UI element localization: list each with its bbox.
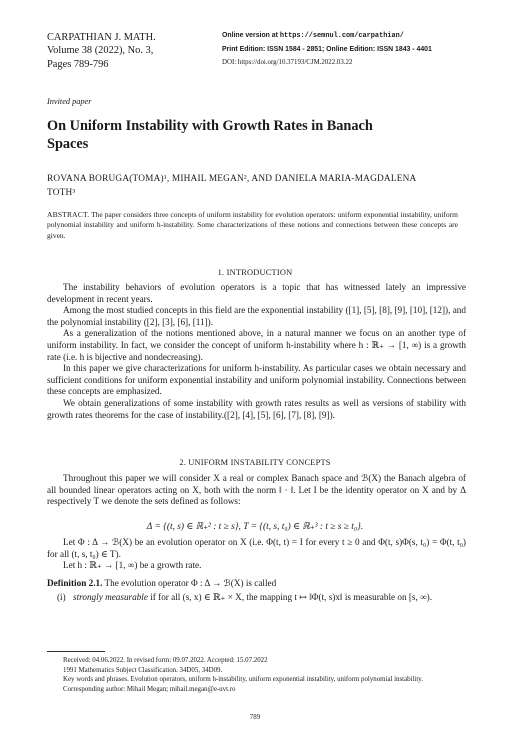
evolution-operator-paragraph: Let Φ : Δ → ℬ(X) be an evolution operator on X (i.e. Φ(t, t) = I for every t ≥ 0 and Φ(t, s)Φ(s, t₀) = Φ(t, t₀) for all (t, s, t₀) ∈ T). bbox=[47, 537, 466, 559]
abstract-label: ABSTRACT. bbox=[47, 210, 90, 219]
growth-rate-paragraph: Let h : ℝ₊ → [1, ∞) be a growth rate. bbox=[63, 560, 202, 571]
definition-head bbox=[47, 578, 466, 590]
paper-title-line-1: On Uniform Instability with Growth Rates in Banach bbox=[47, 118, 373, 134]
intro-paragraph: The instability behaviors of evolution operators is a topic that has witnessed lately an impressive development in recent years. bbox=[47, 282, 466, 304]
footnote-rule bbox=[47, 651, 105, 652]
concepts-body bbox=[47, 473, 466, 508]
online-url[interactable]: https://semnul.com/carpathian/ bbox=[279, 32, 404, 40]
abstract bbox=[47, 210, 458, 241]
definition-item-i bbox=[47, 592, 466, 604]
section-heading-concepts: 2. UNIFORM INSTABILITY CONCEPTS bbox=[179, 458, 331, 467]
invited-label: Invited paper bbox=[47, 97, 92, 106]
footnote-received: Received: 04.06.2022. In revised form: 09.07.2022. Accepted: 15.07.2022 bbox=[63, 657, 268, 664]
journal-pages: Pages 789-796 bbox=[47, 59, 109, 70]
journal-name: CARPATHIAN J. MATH. bbox=[47, 32, 156, 43]
definition-item-number: (i) bbox=[57, 591, 66, 602]
definition-item-text: if for all (s, x) ∈ ℝ₊ × X, the mapping t ↦ ‖Φ(t, s)x‖ is measurable on [s, ∞). bbox=[147, 591, 433, 602]
after-equation-body bbox=[47, 537, 466, 572]
authors-line-2: TOTH³ bbox=[47, 188, 76, 198]
definition-2-1 bbox=[47, 578, 466, 603]
definition-label: Definition 2.1. bbox=[47, 578, 103, 588]
intro-paragraph: We obtain generalizations of some instability with growth rates results as well as versions of stability with growth rates theorems for the case of instability.([2], [4], [5], [6], [7], [8], [9]). bbox=[47, 397, 466, 420]
intro-paragraph: In this paper we give characterizations for uniform h-instability. As particular cases we obtain necessary and sufficient conditions for uniform exponential instability and uniform polynomial instability. Connections between these concepts are emphasized. bbox=[47, 363, 466, 397]
definition-item-term: strongly measurable bbox=[73, 591, 148, 602]
authors-line-1: ROVANA BORUGA(TOMA)¹, MIHAIL MEGAN², AND DANIELA MARIA-MAGDALENA bbox=[47, 174, 417, 184]
abstract-text: The paper considers three concepts of uniform instability for evolution operators: uniform exponential instability, uniform polynomial instability and uniform h-instability. Some characterizations of these notions and connections between these concepts are given. bbox=[47, 210, 459, 240]
online-version bbox=[222, 30, 404, 43]
footnote-corresponding: Corresponding author: Mihail Megan; mihail.megan@e-uvt.ro bbox=[63, 685, 236, 693]
footnote-keywords: Key words and phrases. Evolution operators, uniform h-instability, uniform exponential instability, uniform polynomial instability. bbox=[63, 676, 423, 684]
paper-title-line-2: Spaces bbox=[47, 136, 89, 152]
introduction-body bbox=[47, 282, 466, 421]
journal-volume: Volume 38 (2022), No. 3, bbox=[47, 45, 154, 56]
doi-line[interactable]: DOI: https://doi.org/10.37193/CJM.2022.03.22 bbox=[222, 59, 353, 66]
footnote-msc: 1991 Mathematics Subject Classification. 34D05, 34D09. bbox=[63, 666, 223, 674]
sets-equation: Δ = {(t, s) ∈ ℝ₊² : t ≥ s}, T = {(t, s, t₀) ∈ ℝ₊³ : t ≥ s ≥ t₀}. bbox=[146, 522, 364, 532]
concepts-paragraph: Throughout this paper we will consider X a real or complex Banach space and ℬ(X) the Banach algebra of all bounded linear operators acting on X, both with the norm ‖ · ‖. Let I be the identity operator on X and by Δ respectively T we denote the sets defined as follows: bbox=[47, 473, 466, 507]
definition-text: The evolution operator Φ : Δ → ℬ(X) is called bbox=[104, 578, 277, 588]
footnotes bbox=[47, 656, 466, 694]
section-heading-introduction: 1. INTRODUCTION bbox=[217, 268, 293, 277]
intro-paragraph: Among the most studied concepts in this field are the exponential instability ([1], [5], [8], [9], [10], [12]), and the polynomial instability ([2], [3], [6], [11]). bbox=[47, 305, 466, 327]
issn-line: Print Edition: ISSN 1584 - 2851; Online Edition: ISSN 1843 - 4401 bbox=[222, 46, 432, 53]
page-number: 789 bbox=[249, 713, 261, 721]
online-label: Online version at bbox=[222, 32, 280, 39]
intro-paragraph: As a generalization of the notions mentioned above, in a natural manner we focus on an another type of uniform instability. In fact, we consider the concept of uniform h-instability where h : ℝ₊ → [1, ∞) is a growth rate (i.e. h is bijective and nondecreasing). bbox=[47, 328, 466, 362]
